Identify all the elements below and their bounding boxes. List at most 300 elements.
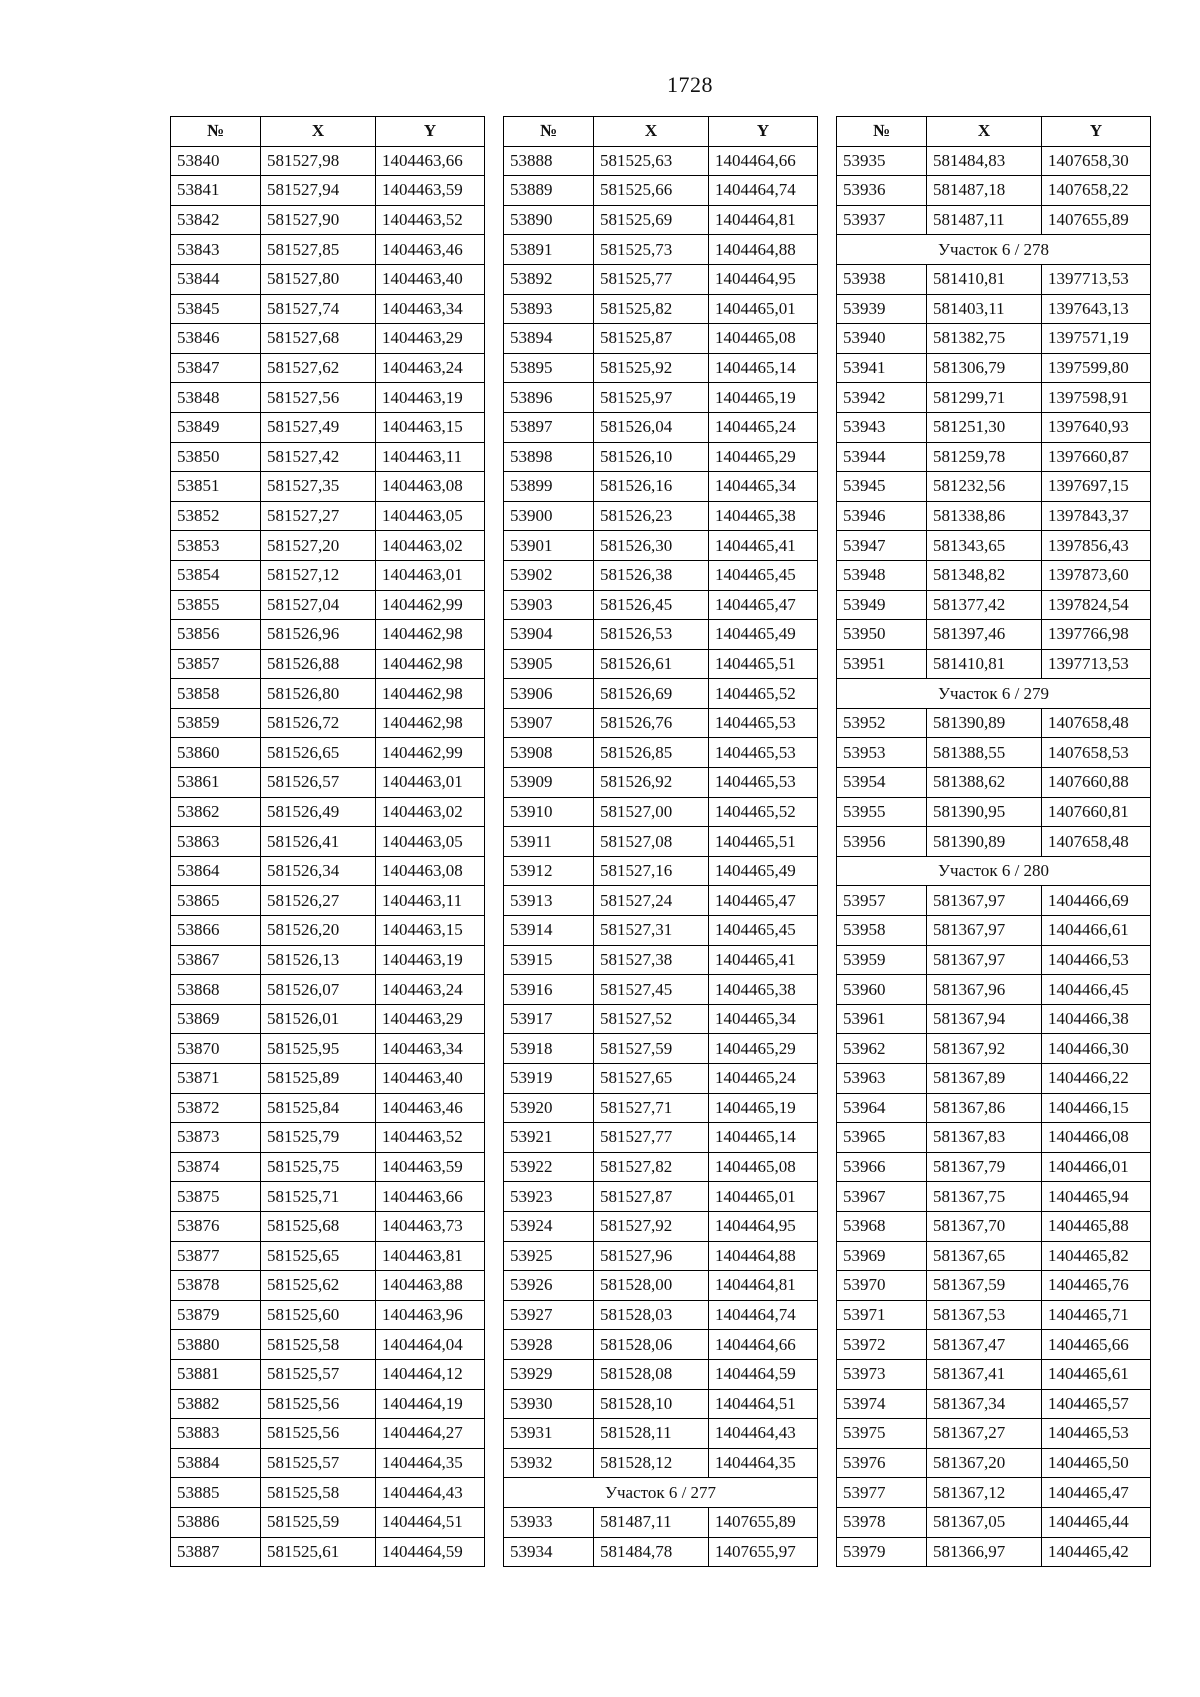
point-number-cell: 53847 <box>171 353 261 383</box>
point-number-cell: 53923 <box>504 1182 594 1212</box>
table-row <box>837 1419 1151 1449</box>
table-row <box>504 1448 818 1478</box>
table-row <box>837 1359 1151 1389</box>
table-row <box>504 738 818 768</box>
x-coordinate-cell: 581377,42 <box>927 590 1042 620</box>
y-coordinate-cell: 1407660,81 <box>1042 797 1151 827</box>
table-row <box>837 768 1151 798</box>
table-row <box>171 176 485 206</box>
table-row <box>171 827 485 857</box>
point-number-cell: 53891 <box>504 235 594 265</box>
point-number-cell: 53964 <box>837 1093 927 1123</box>
point-number-cell: 53919 <box>504 1064 594 1094</box>
header-number: № <box>171 117 261 147</box>
table-row <box>504 679 818 709</box>
x-coordinate-cell: 581403,11 <box>927 294 1042 324</box>
table-row <box>504 560 818 590</box>
y-coordinate-cell: 1407655,89 <box>709 1507 818 1537</box>
y-coordinate-cell: 1404466,22 <box>1042 1064 1151 1094</box>
point-number-cell: 53942 <box>837 383 927 413</box>
y-coordinate-cell: 1404465,41 <box>709 945 818 975</box>
point-number-cell: 53945 <box>837 472 927 502</box>
x-coordinate-cell: 581410,81 <box>927 264 1042 294</box>
table-row <box>837 1152 1151 1182</box>
y-coordinate-cell: 1404466,30 <box>1042 1034 1151 1064</box>
table-row <box>837 1182 1151 1212</box>
section-row <box>837 235 1151 265</box>
table-row <box>504 1123 818 1153</box>
point-number-cell: 53878 <box>171 1271 261 1301</box>
x-coordinate-cell: 581390,89 <box>927 708 1042 738</box>
point-number-cell: 53944 <box>837 442 927 472</box>
x-coordinate-cell: 581484,78 <box>594 1537 709 1567</box>
table-row <box>837 1241 1151 1271</box>
point-number-cell: 53894 <box>504 324 594 354</box>
section-title: Участок 6 / 277 <box>504 1478 818 1508</box>
y-coordinate-cell: 1404465,49 <box>709 856 818 886</box>
x-coordinate-cell: 581366,97 <box>927 1537 1042 1567</box>
point-number-cell: 53876 <box>171 1211 261 1241</box>
point-number-cell: 53978 <box>837 1507 927 1537</box>
y-coordinate-cell: 1397713,53 <box>1042 264 1151 294</box>
table-row <box>504 383 818 413</box>
table-row <box>171 146 485 176</box>
x-coordinate-cell: 581526,23 <box>594 501 709 531</box>
y-coordinate-cell: 1404465,24 <box>709 412 818 442</box>
y-coordinate-cell: 1397697,15 <box>1042 472 1151 502</box>
x-coordinate-cell: 581525,58 <box>261 1330 376 1360</box>
x-coordinate-cell: 581527,59 <box>594 1034 709 1064</box>
x-coordinate-cell: 581528,10 <box>594 1389 709 1419</box>
x-coordinate-cell: 581528,00 <box>594 1271 709 1301</box>
x-coordinate-cell: 581527,82 <box>594 1152 709 1182</box>
x-coordinate-cell: 581232,56 <box>927 472 1042 502</box>
x-coordinate-cell: 581527,62 <box>261 353 376 383</box>
table-row <box>837 708 1151 738</box>
x-coordinate-cell: 581525,92 <box>594 353 709 383</box>
point-number-cell: 53860 <box>171 738 261 768</box>
y-coordinate-cell: 1404465,88 <box>1042 1211 1151 1241</box>
point-number-cell: 53979 <box>837 1537 927 1567</box>
y-coordinate-cell: 1404466,15 <box>1042 1093 1151 1123</box>
x-coordinate-cell: 581526,92 <box>594 768 709 798</box>
x-coordinate-cell: 581367,92 <box>927 1034 1042 1064</box>
point-number-cell: 53936 <box>837 176 927 206</box>
x-coordinate-cell: 581527,77 <box>594 1123 709 1153</box>
point-number-cell: 53977 <box>837 1478 927 1508</box>
table-row <box>171 531 485 561</box>
x-coordinate-cell: 581526,01 <box>261 1004 376 1034</box>
table-row <box>171 472 485 502</box>
x-coordinate-cell: 581487,11 <box>927 205 1042 235</box>
point-number-cell: 53904 <box>504 620 594 650</box>
point-number-cell: 53965 <box>837 1123 927 1153</box>
y-coordinate-cell: 1404465,24 <box>709 1064 818 1094</box>
table-row <box>504 975 818 1005</box>
table-row <box>504 501 818 531</box>
point-number-cell: 53941 <box>837 353 927 383</box>
x-coordinate-cell: 581527,92 <box>594 1211 709 1241</box>
y-coordinate-cell: 1404464,35 <box>709 1448 818 1478</box>
point-number-cell: 53866 <box>171 916 261 946</box>
table-row <box>837 264 1151 294</box>
point-number-cell: 53901 <box>504 531 594 561</box>
y-coordinate-cell: 1404466,53 <box>1042 945 1151 975</box>
point-number-cell: 53895 <box>504 353 594 383</box>
table-row <box>171 886 485 916</box>
y-coordinate-cell: 1404464,51 <box>709 1389 818 1419</box>
table-row <box>837 294 1151 324</box>
table-row <box>504 1182 818 1212</box>
point-number-cell: 53888 <box>504 146 594 176</box>
table-row <box>171 975 485 1005</box>
y-coordinate-cell: 1404462,99 <box>376 590 485 620</box>
table-row <box>837 1389 1151 1419</box>
point-number-cell: 53871 <box>171 1064 261 1094</box>
x-coordinate-cell: 581367,97 <box>927 945 1042 975</box>
point-number-cell: 53921 <box>504 1123 594 1153</box>
x-coordinate-cell: 581526,13 <box>261 945 376 975</box>
y-coordinate-cell: 1404462,98 <box>376 649 485 679</box>
y-coordinate-cell: 1407658,30 <box>1042 146 1151 176</box>
table-row <box>171 708 485 738</box>
y-coordinate-cell: 1404462,98 <box>376 679 485 709</box>
x-coordinate-cell: 581525,77 <box>594 264 709 294</box>
table-row <box>837 176 1151 206</box>
y-coordinate-cell: 1404465,57 <box>1042 1389 1151 1419</box>
table-row <box>504 1359 818 1389</box>
y-coordinate-cell: 1397643,13 <box>1042 294 1151 324</box>
section-title: Участок 6 / 279 <box>837 679 1151 709</box>
x-coordinate-cell: 581527,42 <box>261 442 376 472</box>
table-row <box>837 383 1151 413</box>
x-coordinate-cell: 581527,65 <box>594 1064 709 1094</box>
x-coordinate-cell: 581526,04 <box>594 412 709 442</box>
point-number-cell: 53951 <box>837 649 927 679</box>
y-coordinate-cell: 1397660,87 <box>1042 442 1151 472</box>
point-number-cell: 53882 <box>171 1389 261 1419</box>
table-row <box>171 412 485 442</box>
y-coordinate-cell: 1404465,01 <box>709 1182 818 1212</box>
y-coordinate-cell: 1404466,01 <box>1042 1152 1151 1182</box>
table-row <box>171 1241 485 1271</box>
y-coordinate-cell: 1404463,02 <box>376 531 485 561</box>
table-row <box>504 590 818 620</box>
y-coordinate-cell: 1404463,15 <box>376 916 485 946</box>
y-coordinate-cell: 1404463,19 <box>376 945 485 975</box>
table-row <box>171 590 485 620</box>
x-coordinate-cell: 581367,79 <box>927 1152 1042 1182</box>
table-row <box>504 412 818 442</box>
x-coordinate-cell: 581527,08 <box>594 827 709 857</box>
y-coordinate-cell: 1404463,11 <box>376 886 485 916</box>
x-coordinate-cell: 581487,18 <box>927 176 1042 206</box>
x-coordinate-cell: 581367,96 <box>927 975 1042 1005</box>
y-coordinate-cell: 1404465,14 <box>709 353 818 383</box>
point-number-cell: 53931 <box>504 1419 594 1449</box>
x-coordinate-cell: 581526,53 <box>594 620 709 650</box>
point-number-cell: 53865 <box>171 886 261 916</box>
point-number-cell: 53843 <box>171 235 261 265</box>
x-coordinate-cell: 581526,20 <box>261 916 376 946</box>
table-row <box>171 856 485 886</box>
y-coordinate-cell: 1404463,34 <box>376 1034 485 1064</box>
y-coordinate-cell: 1404463,66 <box>376 146 485 176</box>
point-number-cell: 53937 <box>837 205 927 235</box>
point-number-cell: 53854 <box>171 560 261 590</box>
x-coordinate-cell: 581526,65 <box>261 738 376 768</box>
x-coordinate-cell: 581527,20 <box>261 531 376 561</box>
point-number-cell: 53956 <box>837 827 927 857</box>
y-coordinate-cell: 1404465,53 <box>709 708 818 738</box>
x-coordinate-cell: 581527,98 <box>261 146 376 176</box>
table-row <box>504 264 818 294</box>
table-row <box>171 560 485 590</box>
x-coordinate-cell: 581299,71 <box>927 383 1042 413</box>
x-coordinate-cell: 581527,24 <box>594 886 709 916</box>
y-coordinate-cell: 1404465,08 <box>709 324 818 354</box>
x-coordinate-cell: 581367,65 <box>927 1241 1042 1271</box>
x-coordinate-cell: 581410,81 <box>927 649 1042 679</box>
table-row <box>504 1004 818 1034</box>
x-coordinate-cell: 581367,97 <box>927 916 1042 946</box>
x-coordinate-cell: 581397,46 <box>927 620 1042 650</box>
point-number-cell: 53855 <box>171 590 261 620</box>
x-coordinate-cell: 581525,87 <box>594 324 709 354</box>
table-row <box>504 620 818 650</box>
x-coordinate-cell: 581388,55 <box>927 738 1042 768</box>
x-coordinate-cell: 581527,56 <box>261 383 376 413</box>
y-coordinate-cell: 1404463,66 <box>376 1182 485 1212</box>
y-coordinate-cell: 1404465,29 <box>709 442 818 472</box>
table-row <box>837 353 1151 383</box>
table-row <box>837 442 1151 472</box>
y-coordinate-cell: 1404465,42 <box>1042 1537 1151 1567</box>
y-coordinate-cell: 1404464,51 <box>376 1507 485 1537</box>
point-number-cell: 53929 <box>504 1359 594 1389</box>
point-number-cell: 53908 <box>504 738 594 768</box>
point-number-cell: 53914 <box>504 916 594 946</box>
point-number-cell: 53845 <box>171 294 261 324</box>
y-coordinate-cell: 1397824,54 <box>1042 590 1151 620</box>
y-coordinate-cell: 1404463,52 <box>376 205 485 235</box>
y-coordinate-cell: 1404463,96 <box>376 1300 485 1330</box>
y-coordinate-cell: 1404464,88 <box>709 1241 818 1271</box>
section-row <box>504 1478 818 1508</box>
table-row <box>171 1448 485 1478</box>
point-number-cell: 53879 <box>171 1300 261 1330</box>
y-coordinate-cell: 1397843,37 <box>1042 501 1151 531</box>
table-row <box>504 294 818 324</box>
table-row <box>504 531 818 561</box>
y-coordinate-cell: 1404464,19 <box>376 1389 485 1419</box>
x-coordinate-cell: 581525,59 <box>261 1507 376 1537</box>
table-row <box>171 1507 485 1537</box>
x-coordinate-cell: 581526,16 <box>594 472 709 502</box>
table-row <box>171 1123 485 1153</box>
point-number-cell: 53906 <box>504 679 594 709</box>
point-number-cell: 53946 <box>837 501 927 531</box>
table-row <box>837 1478 1151 1508</box>
y-coordinate-cell: 1404465,51 <box>709 827 818 857</box>
point-number-cell: 53972 <box>837 1330 927 1360</box>
table-header-row <box>504 117 818 147</box>
point-number-cell: 53881 <box>171 1359 261 1389</box>
y-coordinate-cell: 1404463,59 <box>376 176 485 206</box>
point-number-cell: 53909 <box>504 768 594 798</box>
x-coordinate-cell: 581526,76 <box>594 708 709 738</box>
x-coordinate-cell: 581527,85 <box>261 235 376 265</box>
point-number-cell: 53915 <box>504 945 594 975</box>
point-number-cell: 53870 <box>171 1034 261 1064</box>
table-row <box>504 1330 818 1360</box>
x-coordinate-cell: 581527,94 <box>261 176 376 206</box>
y-coordinate-cell: 1404464,81 <box>709 205 818 235</box>
y-coordinate-cell: 1404465,49 <box>709 620 818 650</box>
x-coordinate-cell: 581527,74 <box>261 294 376 324</box>
y-coordinate-cell: 1404465,41 <box>709 531 818 561</box>
y-coordinate-cell: 1404465,82 <box>1042 1241 1151 1271</box>
y-coordinate-cell: 1404465,71 <box>1042 1300 1151 1330</box>
header-y: Y <box>1042 117 1151 147</box>
y-coordinate-cell: 1404463,46 <box>376 235 485 265</box>
table-row <box>504 1507 818 1537</box>
table-row <box>171 1004 485 1034</box>
table-row <box>171 324 485 354</box>
table-row <box>837 501 1151 531</box>
point-number-cell: 53859 <box>171 708 261 738</box>
table-row <box>837 412 1151 442</box>
x-coordinate-cell: 581525,63 <box>594 146 709 176</box>
y-coordinate-cell: 1407658,48 <box>1042 827 1151 857</box>
coordinate-table-2 <box>503 116 818 1567</box>
point-number-cell: 53910 <box>504 797 594 827</box>
point-number-cell: 53973 <box>837 1359 927 1389</box>
point-number-cell: 53869 <box>171 1004 261 1034</box>
y-coordinate-cell: 1407658,48 <box>1042 708 1151 738</box>
table-row <box>171 1182 485 1212</box>
point-number-cell: 53889 <box>504 176 594 206</box>
x-coordinate-cell: 581525,65 <box>261 1241 376 1271</box>
y-coordinate-cell: 1404463,01 <box>376 768 485 798</box>
table-row <box>171 442 485 472</box>
x-coordinate-cell: 581527,96 <box>594 1241 709 1271</box>
table-row <box>837 1448 1151 1478</box>
y-coordinate-cell: 1407655,89 <box>1042 205 1151 235</box>
point-number-cell: 53966 <box>837 1152 927 1182</box>
header-y: Y <box>709 117 818 147</box>
y-coordinate-cell: 1397640,93 <box>1042 412 1151 442</box>
x-coordinate-cell: 581251,30 <box>927 412 1042 442</box>
x-coordinate-cell: 581526,41 <box>261 827 376 857</box>
x-coordinate-cell: 581527,04 <box>261 590 376 620</box>
y-coordinate-cell: 1404465,61 <box>1042 1359 1151 1389</box>
y-coordinate-cell: 1404464,74 <box>709 1300 818 1330</box>
table-row <box>837 886 1151 916</box>
y-coordinate-cell: 1404464,43 <box>376 1478 485 1508</box>
y-coordinate-cell: 1404465,76 <box>1042 1271 1151 1301</box>
point-number-cell: 53970 <box>837 1271 927 1301</box>
table-row <box>504 768 818 798</box>
point-number-cell: 53862 <box>171 797 261 827</box>
y-coordinate-cell: 1407658,53 <box>1042 738 1151 768</box>
x-coordinate-cell: 581526,85 <box>594 738 709 768</box>
header-number: № <box>504 117 594 147</box>
table-row <box>171 797 485 827</box>
point-number-cell: 53868 <box>171 975 261 1005</box>
x-coordinate-cell: 581367,20 <box>927 1448 1042 1478</box>
table-row <box>504 1152 818 1182</box>
x-coordinate-cell: 581525,61 <box>261 1537 376 1567</box>
table-row <box>171 383 485 413</box>
y-coordinate-cell: 1404464,12 <box>376 1359 485 1389</box>
section-title: Участок 6 / 280 <box>837 856 1151 886</box>
point-number-cell: 53974 <box>837 1389 927 1419</box>
point-number-cell: 53952 <box>837 708 927 738</box>
x-coordinate-cell: 581527,16 <box>594 856 709 886</box>
x-coordinate-cell: 581527,31 <box>594 916 709 946</box>
table-row <box>171 1211 485 1241</box>
point-number-cell: 53947 <box>837 531 927 561</box>
point-number-cell: 53853 <box>171 531 261 561</box>
y-coordinate-cell: 1397766,98 <box>1042 620 1151 650</box>
table-row <box>171 1419 485 1449</box>
x-coordinate-cell: 581528,03 <box>594 1300 709 1330</box>
table-header-row <box>171 117 485 147</box>
x-coordinate-cell: 581528,11 <box>594 1419 709 1449</box>
header-x: X <box>261 117 376 147</box>
y-coordinate-cell: 1404465,52 <box>709 679 818 709</box>
y-coordinate-cell: 1404465,44 <box>1042 1507 1151 1537</box>
table-row <box>837 975 1151 1005</box>
point-number-cell: 53846 <box>171 324 261 354</box>
table-row <box>171 205 485 235</box>
point-number-cell: 53953 <box>837 738 927 768</box>
y-coordinate-cell: 1404465,47 <box>709 590 818 620</box>
table-row <box>171 1093 485 1123</box>
point-number-cell: 53913 <box>504 886 594 916</box>
y-coordinate-cell: 1404466,69 <box>1042 886 1151 916</box>
table-row <box>504 205 818 235</box>
point-number-cell: 53922 <box>504 1152 594 1182</box>
point-number-cell: 53844 <box>171 264 261 294</box>
table-row <box>837 1123 1151 1153</box>
table-row <box>171 1478 485 1508</box>
table-row <box>504 353 818 383</box>
x-coordinate-cell: 581526,27 <box>261 886 376 916</box>
x-coordinate-cell: 581259,78 <box>927 442 1042 472</box>
x-coordinate-cell: 581367,59 <box>927 1271 1042 1301</box>
x-coordinate-cell: 581525,69 <box>594 205 709 235</box>
point-number-cell: 53873 <box>171 1123 261 1153</box>
table-row <box>504 856 818 886</box>
table-row <box>171 235 485 265</box>
y-coordinate-cell: 1404465,94 <box>1042 1182 1151 1212</box>
table-row <box>504 176 818 206</box>
x-coordinate-cell: 581390,95 <box>927 797 1042 827</box>
point-number-cell: 53900 <box>504 501 594 531</box>
point-number-cell: 53930 <box>504 1389 594 1419</box>
x-coordinate-cell: 581527,45 <box>594 975 709 1005</box>
table-row <box>504 442 818 472</box>
y-coordinate-cell: 1404466,45 <box>1042 975 1151 1005</box>
point-number-cell: 53907 <box>504 708 594 738</box>
y-coordinate-cell: 1404464,27 <box>376 1419 485 1449</box>
table-row <box>171 738 485 768</box>
y-coordinate-cell: 1407655,97 <box>709 1537 818 1567</box>
table-row <box>171 1152 485 1182</box>
y-coordinate-cell: 1397598,91 <box>1042 383 1151 413</box>
